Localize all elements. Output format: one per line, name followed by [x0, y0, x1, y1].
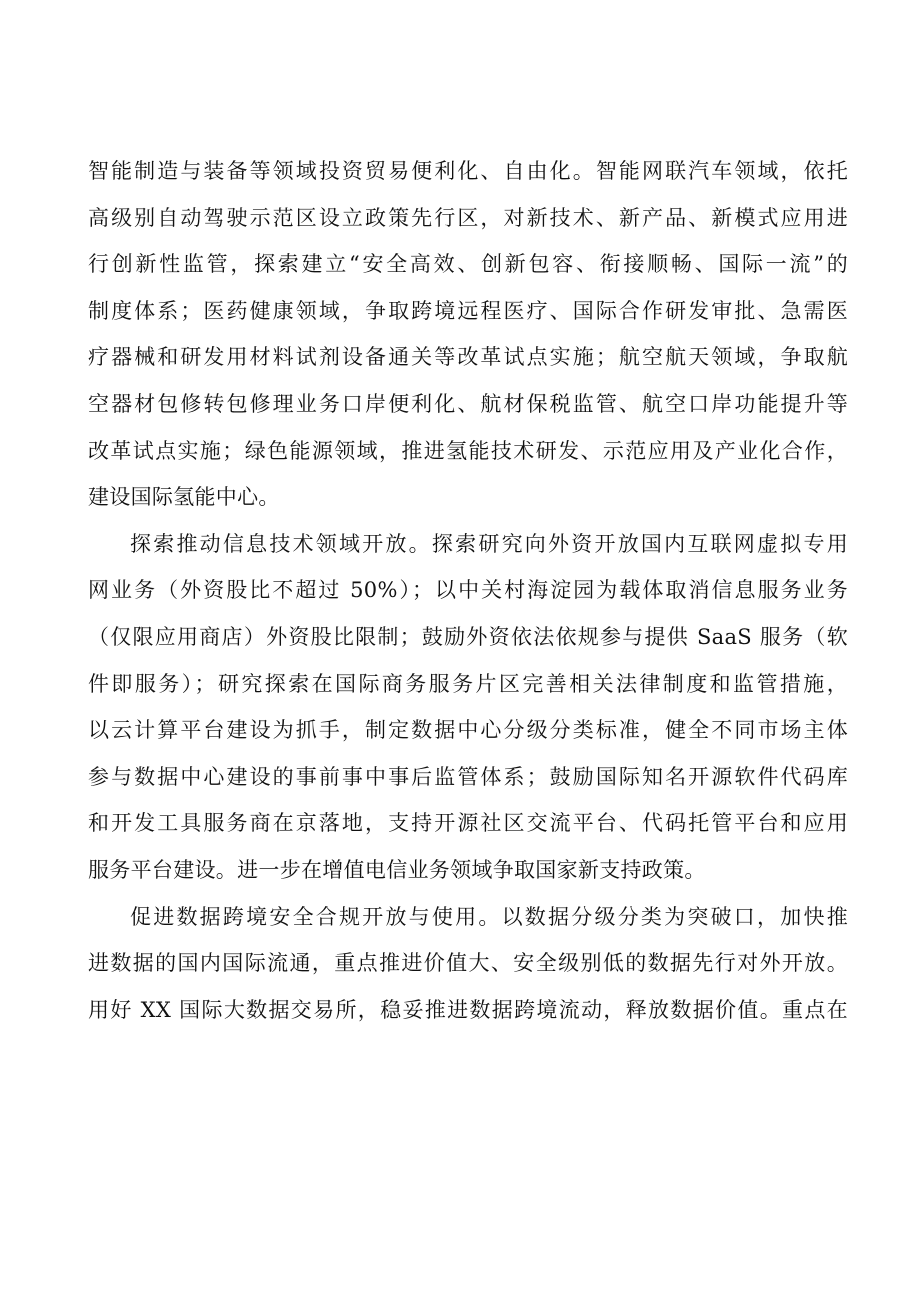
- text-line: 件即服务）；研究探索在国际商务服务片区完善相关法律制度和监管措施，: [88, 671, 848, 696]
- text-line: 服务平台建设。进一步在增值电信业务领域争取国家新支持政策。: [88, 857, 706, 882]
- text-line: 进数据的国内国际流通，重点推进价值大、安全级别低的数据先行对外开放。: [88, 951, 848, 976]
- text-line: 高级别自动驾驶示范区设立政策先行区，对新技术、新产品、新模式应用进: [88, 205, 848, 230]
- text-line: 行创新性监管，探索建立“安全高效、创新包容、衔接顺畅、国际一流”的: [88, 252, 848, 277]
- text-line: 智能制造与装备等领域投资贸易便利化、自由化。智能网联汽车领域，依托: [88, 159, 848, 183]
- text-line: 和开发工具服务商在京落地，支持开源社区交流平台、代码托管平台和应用: [88, 811, 848, 836]
- text-line: 用好 XX 国际大数据交易所，稳妥推进数据跨境流动，释放数据价值。重点在: [88, 997, 848, 1022]
- text-line: 改革试点实施；绿色能源领域，推进氢能技术研发、示范应用及产业化合作，: [88, 438, 848, 463]
- text-line: 建设国际氢能中心。: [88, 485, 280, 510]
- paragraph-first-line: 探索推动信息技术领域开放。探索研究向外资开放国内互联网虚拟专用: [130, 531, 848, 556]
- paragraph-first-line: 促进数据跨境安全合规开放与使用。以数据分级分类为突破口，加快推: [130, 904, 848, 929]
- text-line: 网业务（外资股比不超过 50%）；以中关村海淀园为载体取消信息服务业务: [88, 578, 848, 603]
- text-line: 制度体系；医药健康领域，争取跨境远程医疗、国际合作研发审批、急需医: [88, 298, 848, 323]
- body-text: [88, 148, 848, 1033]
- text-line: 空器材包修转包修理业务口岸便利化、航材保税监管、航空口岸功能提升等: [88, 391, 848, 416]
- text-line: 参与数据中心建设的事前事中事后监管体系；鼓励国际知名开源软件代码库: [88, 764, 848, 789]
- text-line: 疗器械和研发用材料试剂设备通关等改革试点实施；航空航天领域，争取航: [88, 345, 848, 370]
- text-line: （仅限应用商店）外资股比限制；鼓励外资依法依规参与提供 SaaS 服务（软: [88, 624, 848, 649]
- text-line: 以云计算平台建设为抓手，制定数据中心分级分类标准，健全不同市场主体: [88, 718, 848, 743]
